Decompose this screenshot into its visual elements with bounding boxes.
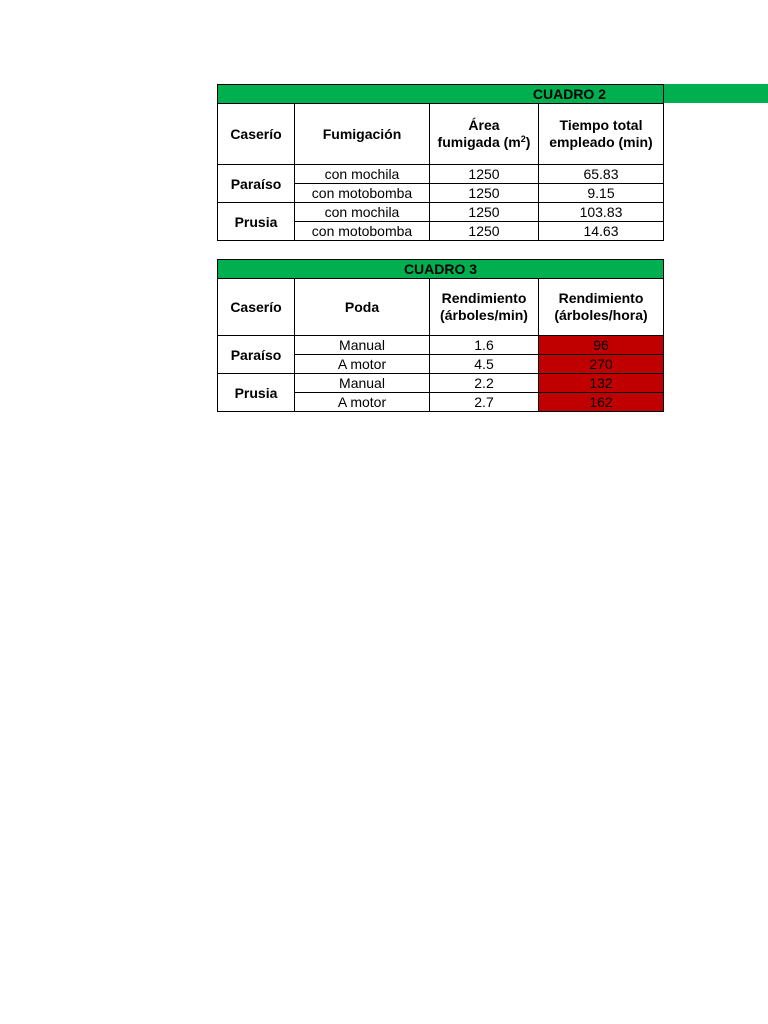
caserio-cell: Paraíso <box>218 165 295 203</box>
area-cell: 1250 <box>430 184 539 203</box>
caserio-cell: Prusia <box>218 203 295 241</box>
rend-hora-cell: 162 <box>539 393 664 412</box>
time-cell: 103.83 <box>539 203 664 222</box>
header-rendimiento-min: Rendimiento (árboles/min) <box>430 279 539 336</box>
rend-hora-cell: 96 <box>539 336 664 355</box>
header-rendimiento-hora: Rendimiento (árboles/hora) <box>539 279 664 336</box>
header-poda: Poda <box>295 279 430 336</box>
rend-min-cell: 2.7 <box>430 393 539 412</box>
poda-cell: Manual <box>295 374 430 393</box>
rend-hora-cell: 270 <box>539 355 664 374</box>
area-cell: 1250 <box>430 203 539 222</box>
header-area-fumigada: Área fumigada $(m^2)$ <box>430 104 539 165</box>
header-fumigacion: Fumigación <box>295 104 430 165</box>
header-tiempo-total: Tiempo total empleado (min) <box>539 104 664 165</box>
fumigacion-cell: con mochila <box>295 165 430 184</box>
rend-min-cell: 1.6 <box>430 336 539 355</box>
caserio-cell: Prusia <box>218 374 295 412</box>
caserio-cell: Paraíso <box>218 336 295 374</box>
header-caserio: Caserío <box>218 104 295 165</box>
fumigacion-cell: con mochila <box>295 203 430 222</box>
header-caserio: Caserío <box>218 279 295 336</box>
area-cell: 1250 <box>430 222 539 241</box>
table-row <box>218 374 664 393</box>
poda-cell: Manual <box>295 336 430 355</box>
table-row <box>218 203 664 222</box>
rend-min-cell: 2.2 <box>430 374 539 393</box>
time-cell: 14.63 <box>539 222 664 241</box>
cuadro-3-table <box>217 259 664 412</box>
table-row <box>218 165 664 184</box>
title-band-extension <box>663 84 768 103</box>
cuadro-2-title: CUADRO 2 <box>218 85 664 104</box>
fumigacion-cell: con motobomba <box>295 222 430 241</box>
table-row <box>218 336 664 355</box>
area-cell: 1250 <box>430 165 539 184</box>
cuadro-2-table <box>217 84 664 241</box>
poda-cell: A motor <box>295 393 430 412</box>
rend-min-cell: 4.5 <box>430 355 539 374</box>
time-cell: 65.83 <box>539 165 664 184</box>
fumigacion-cell: con motobomba <box>295 184 430 203</box>
cuadro-3-title: CUADRO 3 <box>218 260 664 279</box>
rend-hora-cell: 132 <box>539 374 664 393</box>
time-cell: 9.15 <box>539 184 664 203</box>
poda-cell: A motor <box>295 355 430 374</box>
